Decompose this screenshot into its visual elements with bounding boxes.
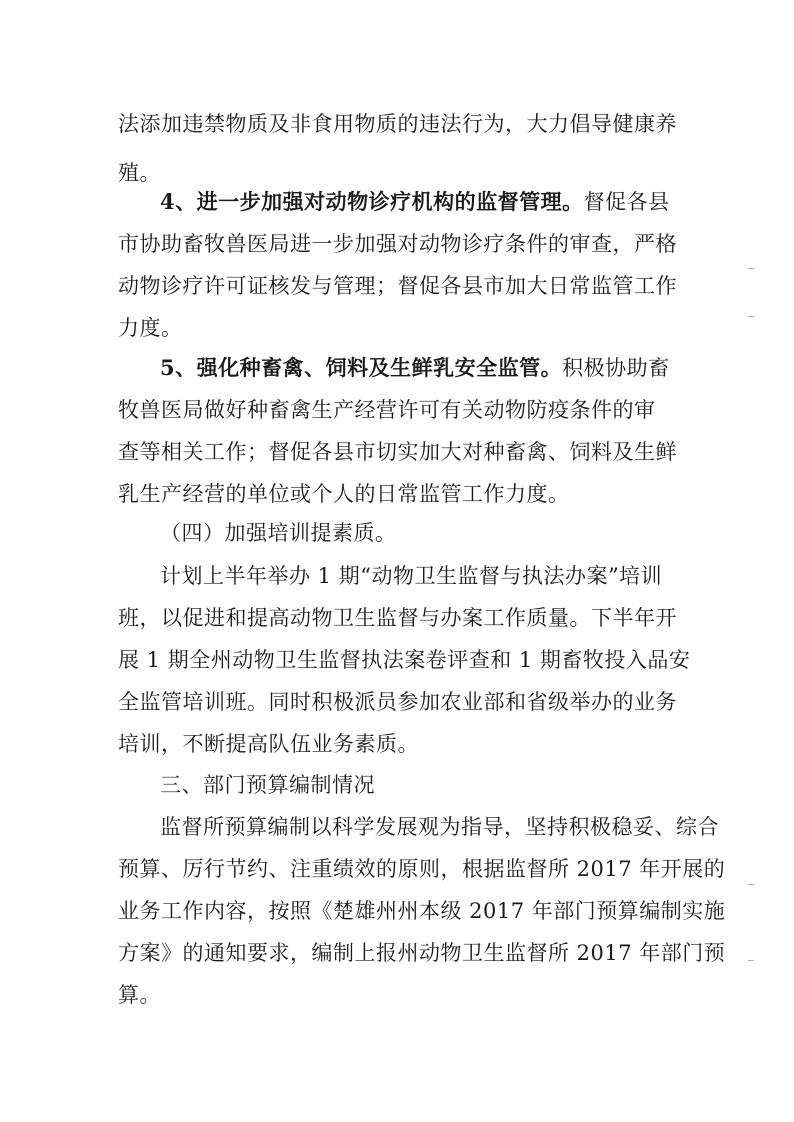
scan-mark	[748, 316, 754, 317]
text-line: （四）加强培训提素质。	[160, 521, 397, 545]
section-heading	[118, 764, 680, 806]
subsection-heading	[118, 512, 680, 554]
scan-mark	[748, 960, 754, 961]
text-line: 计划上半年举办 1 期“动物卫生监督与执法办案”培训	[160, 564, 663, 588]
item-text: 积极协助畜	[562, 356, 670, 380]
text-line: 培训，不断提高队伍业务素质。	[118, 732, 419, 756]
item-heading: 5、强化种畜禽、饲料及生鲜乳安全监管。	[160, 355, 563, 380]
paragraph-budget	[118, 806, 726, 1016]
item-text: 督促各县	[583, 190, 670, 214]
text-line: 方案》的通知要求，编制上报州动物卫生监督所 2017 年部门预	[118, 941, 726, 965]
text-line: 乳生产经营的单位或个人的日常监管工作力度。	[118, 482, 570, 506]
text-line: 殖。	[118, 161, 161, 185]
text-line: 班，以促进和提高动物卫生监督与办案工作质量。下半年开	[118, 606, 677, 630]
text-line: 监督所预算编制以科学发展观为指导，坚持积极稳妥、综合	[160, 815, 719, 839]
text-line	[118, 347, 680, 389]
text-line: 展 1 期全州动物卫生监督执法案卷评查和 1 期畜牧投入品安	[118, 648, 691, 672]
text-line: 市协助畜牧兽医局进一步加强对动物诊疗条件的审查，严格	[118, 232, 677, 256]
text-line: 动物诊疗许可证核发与管理；督促各县市加大日常监管工作	[118, 274, 677, 298]
text-line: 查等相关工作；督促各县市切实加大对种畜禽、饲料及生鲜	[118, 440, 677, 464]
paragraph-item-5	[118, 347, 680, 515]
text-line: 业务工作内容，按照《楚雄州州本级 2017 年部门预算编制实施	[118, 899, 726, 923]
text-line: 力度。	[118, 316, 183, 340]
text-line: 牧兽医局做好种畜禽生产经营许可有关动物防疫条件的审	[118, 398, 656, 422]
paragraph-training	[118, 555, 691, 765]
text-line	[118, 181, 680, 223]
text-line: 三、部门预算编制情况	[160, 773, 375, 797]
text-line: 预算、厉行节约、注重绩效的原则，根据监督所 2017 年开展的	[118, 857, 726, 881]
item-heading: 4、进一步加强对动物诊疗机构的监督管理。	[160, 189, 584, 214]
text-line: 算。	[118, 983, 161, 1007]
text-line: 全监管培训班。同时积极派员参加农业部和省级举办的业务	[118, 690, 677, 714]
paragraph-item-4	[118, 181, 680, 349]
text-line: 法添加违禁物质及非食用物质的违法行为，大力倡导健康养	[118, 112, 677, 136]
scan-mark	[748, 268, 754, 269]
scan-mark	[748, 884, 754, 885]
